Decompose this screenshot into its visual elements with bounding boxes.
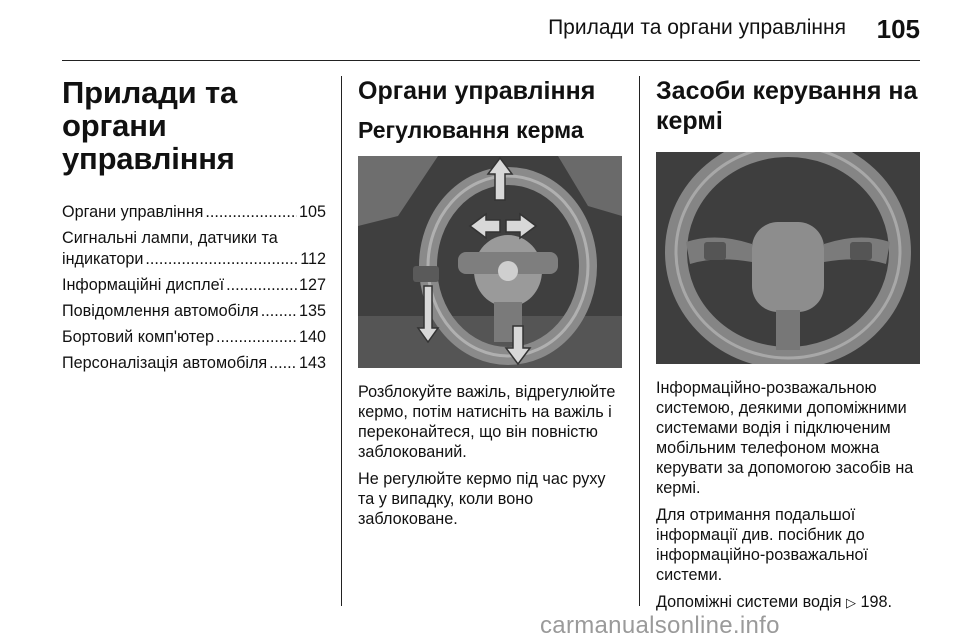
controls-section-column	[358, 76, 624, 529]
wheel-controls-column	[656, 76, 922, 613]
steering-adjustment-illustration	[358, 156, 622, 368]
toc-entry[interactable]: Бортовий комп'ютер ..... 140	[62, 327, 326, 348]
more-info-text: Для отримання подальшої інформації див. посібник до інформаційно-розважальної системи.	[656, 506, 869, 584]
wheel-controls-description: Інформаційно-розважальною системою, деякими допоміжними системами водія і підключеним мобільним телефоном можна керувати за допомогою засобів на кермі.	[656, 379, 914, 497]
adjustment-warning: Не регулюйте кермо під час руху та у випадку, коли воно заблоковане.	[358, 470, 606, 528]
driver-assist-reference[interactable]: Допоміжні системи водія ▷ 198.	[656, 593, 893, 611]
section-title: Засоби керування на кермі	[656, 77, 918, 135]
table-of-contents	[62, 202, 326, 374]
section-title: Органи управління	[358, 77, 596, 105]
steering-wheel-controls-illustration	[656, 152, 920, 364]
toc-entry[interactable]: Сигнальні лампи, датчики та індикатори ..... 112	[62, 228, 326, 270]
column-divider-2	[639, 76, 640, 606]
toc-entry[interactable]: Інформаційні дисплеї ..... 127	[62, 275, 326, 296]
page-reference-icon: ▷	[846, 595, 857, 610]
chapter-title: Прилади та органи управління	[62, 75, 237, 176]
chapter-contents-column	[62, 76, 326, 379]
page-header	[0, 0, 960, 60]
toc-entry[interactable]: Повідомлення автомобіля ..... 135	[62, 301, 326, 322]
header-divider	[62, 60, 920, 61]
watermark: carmanualsonline.info	[540, 612, 780, 639]
toc-entry[interactable]: Персоналізація автомобіля ..... 143	[62, 353, 326, 374]
toc-entry[interactable]: Органи управління ..... 105	[62, 202, 326, 223]
subsection-title: Регулювання керма	[358, 117, 584, 143]
running-title: Прилади та органи управління	[548, 16, 846, 39]
adjustment-instruction: Розблокуйте важіль, відрегулюйте кермо, потім натисніть на важіль і переконайтеся, що він повністю заблокований.	[358, 383, 616, 461]
page-number: 105	[876, 14, 920, 44]
column-divider-1	[341, 76, 342, 606]
